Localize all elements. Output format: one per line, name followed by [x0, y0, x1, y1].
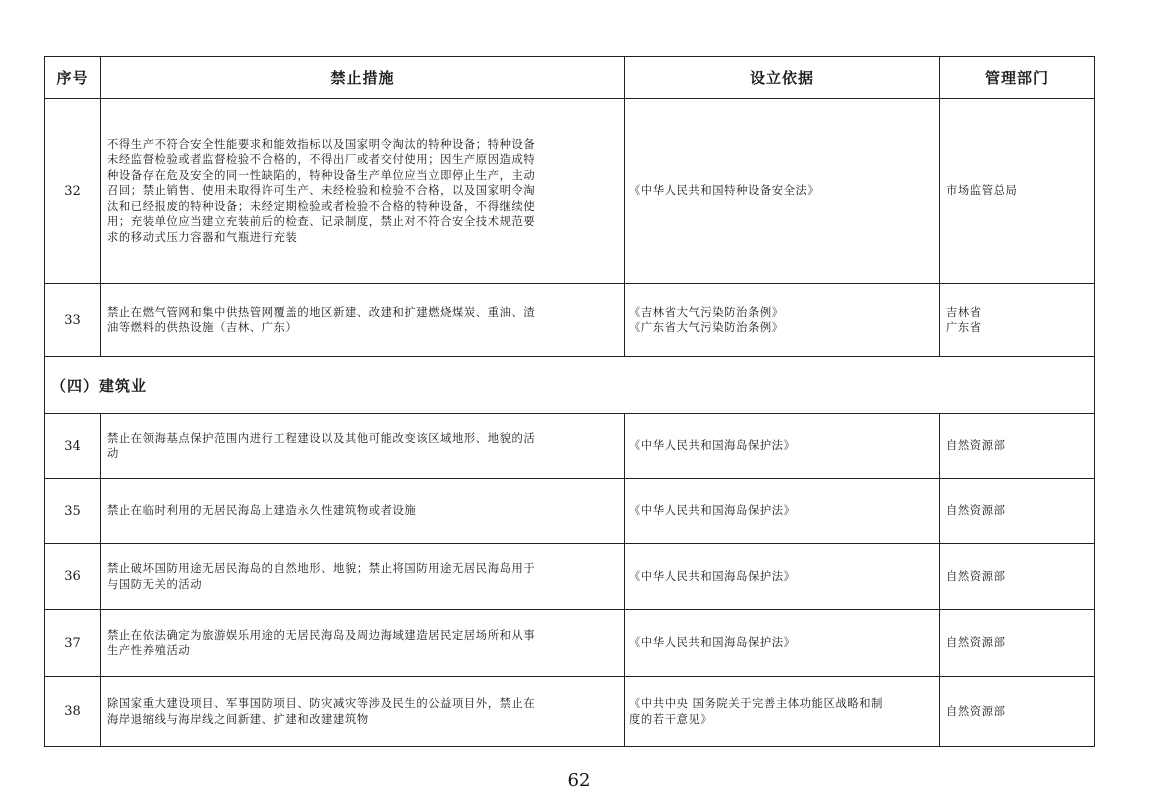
table-header-row: [45, 57, 1095, 99]
header-basis: 设立依据: [625, 57, 940, 99]
row-measure: [101, 414, 625, 479]
page-number: 62: [567, 770, 591, 791]
row-measure-line: 禁止在临时利用的无居民海岛上建造永久性建筑物或者设施: [107, 504, 417, 518]
row-basis: [625, 414, 940, 479]
row-department: [940, 610, 1095, 677]
row-department: [940, 677, 1095, 747]
row-department-line: 广东省: [946, 321, 982, 334]
header-seq: 序号: [45, 57, 101, 99]
prohibition-table: [44, 56, 1095, 747]
row-measure-line: 未经监督检验或者监督检验不合格的，不得出厂或者交付使用；因生产原因造成特: [107, 153, 536, 167]
row-basis: [625, 610, 940, 677]
row-measure: [101, 284, 625, 357]
row-measure-line: 种设备存在危及安全的同一性缺陷的，特种设备生产单位应当立即停止生产，主动: [107, 168, 536, 182]
row-seq: 32: [45, 99, 101, 284]
row-measure-line: 不得生产不符合安全性能要求和能效指标以及国家明令淘汰的特种设备；特种设备: [107, 137, 536, 151]
row-basis-line: 《中华人民共和国海岛保护法》: [629, 439, 796, 453]
row-measure-line: 用；充装单位应当建立充装前后的检查、记录制度，禁止对不符合安全技术规范要: [107, 215, 536, 229]
row-department: [940, 479, 1095, 544]
row-basis-line: 《吉林省大气污染防治条例》: [629, 305, 784, 319]
row-seq: 35: [45, 479, 101, 544]
row-department-line: 自然资源部: [946, 636, 1006, 650]
row-basis-line: 《中华人民共和国海岛保护法》: [629, 636, 796, 650]
section-row: [45, 357, 1095, 414]
row-seq: 34: [45, 414, 101, 479]
row-seq: 38: [45, 677, 101, 747]
table-row: [45, 610, 1095, 677]
row-department-line: 市场监管总局: [946, 184, 1018, 198]
row-basis: [625, 479, 940, 544]
row-measure-line: 生产性养殖活动: [107, 644, 191, 657]
row-measure-line: 海岸退缩线与海岸线之间新建、扩建和改建建筑物: [107, 712, 369, 726]
table-row: [45, 284, 1095, 357]
row-measure-line: 禁止在领海基点保护范围内进行工程建设以及其他可能改变该区域地形、地貌的活: [107, 431, 536, 445]
row-department: [940, 99, 1095, 284]
section-title: （四）建筑业: [45, 357, 1095, 414]
row-basis-line: 《广东省大气污染防治条例》: [629, 321, 784, 334]
row-measure-line: 禁止在燃气管网和集中供热管网覆盖的地区新建、改建和扩建燃烧煤炭、重油、渣: [107, 305, 536, 319]
row-department-line: 自然资源部: [946, 704, 1006, 718]
row-basis: [625, 99, 940, 284]
row-basis: [625, 677, 940, 747]
row-basis: [625, 544, 940, 610]
row-measure-line: 禁止在依法确定为旅游娱乐用途的无居民海岛及周边海域建造居民定居场所和从事: [107, 628, 536, 642]
row-measure-line: 与国防无关的活动: [107, 577, 203, 591]
row-seq: 33: [45, 284, 101, 357]
row-basis-line: 《中华人民共和国特种设备安全法》: [629, 184, 820, 198]
row-measure-line: 动: [107, 447, 119, 460]
row-department-line: 吉林省: [946, 305, 982, 319]
row-measure-line: 求的移动式压力容器和气瓶进行充装: [107, 230, 298, 244]
row-basis-line: 《中华人民共和国海岛保护法》: [629, 569, 796, 583]
row-measure-line: 召回；禁止销售、使用未取得许可生产、未经检验和检验不合格，以及国家明令淘: [107, 184, 536, 198]
row-basis-line: 《中共中央 国务院关于完善主体功能区战略和制: [629, 697, 884, 710]
row-measure: [101, 677, 625, 747]
row-department: [940, 544, 1095, 610]
row-seq: 37: [45, 610, 101, 677]
row-department-line: 自然资源部: [946, 569, 1006, 583]
row-department-line: 自然资源部: [946, 439, 1006, 453]
row-measure: [101, 544, 625, 610]
row-department-line: 自然资源部: [946, 504, 1006, 518]
table-row: [45, 99, 1095, 284]
table-row: [45, 544, 1095, 610]
row-measure: [101, 479, 625, 544]
table-row: [45, 479, 1095, 544]
row-measure: [101, 610, 625, 677]
row-measure-line: 除国家重大建设项目、军事国防项目、防灾减灾等涉及民生的公益项目外，禁止在: [107, 697, 536, 710]
table-row: [45, 677, 1095, 747]
row-basis-line: 《中华人民共和国海岛保护法》: [629, 504, 796, 518]
row-basis: [625, 284, 940, 357]
row-seq: 36: [45, 544, 101, 610]
row-department: [940, 284, 1095, 357]
row-measure: [101, 99, 625, 284]
table-row: [45, 414, 1095, 479]
header-measure: 禁止措施: [101, 57, 625, 99]
row-measure-line: 汰和已经报废的特种设备；未经定期检验或者检验不合格的特种设备，不得继续使: [107, 199, 536, 213]
row-department: [940, 414, 1095, 479]
header-department: 管理部门: [940, 57, 1095, 99]
row-measure-line: 油等燃料的供热设施（吉林、广东）: [107, 321, 298, 334]
row-basis-line: 度的若干意见》: [629, 712, 713, 726]
row-measure-line: 禁止破坏国防用途无居民海岛的自然地形、地貌；禁止将国防用途无居民海岛用于: [107, 562, 536, 575]
